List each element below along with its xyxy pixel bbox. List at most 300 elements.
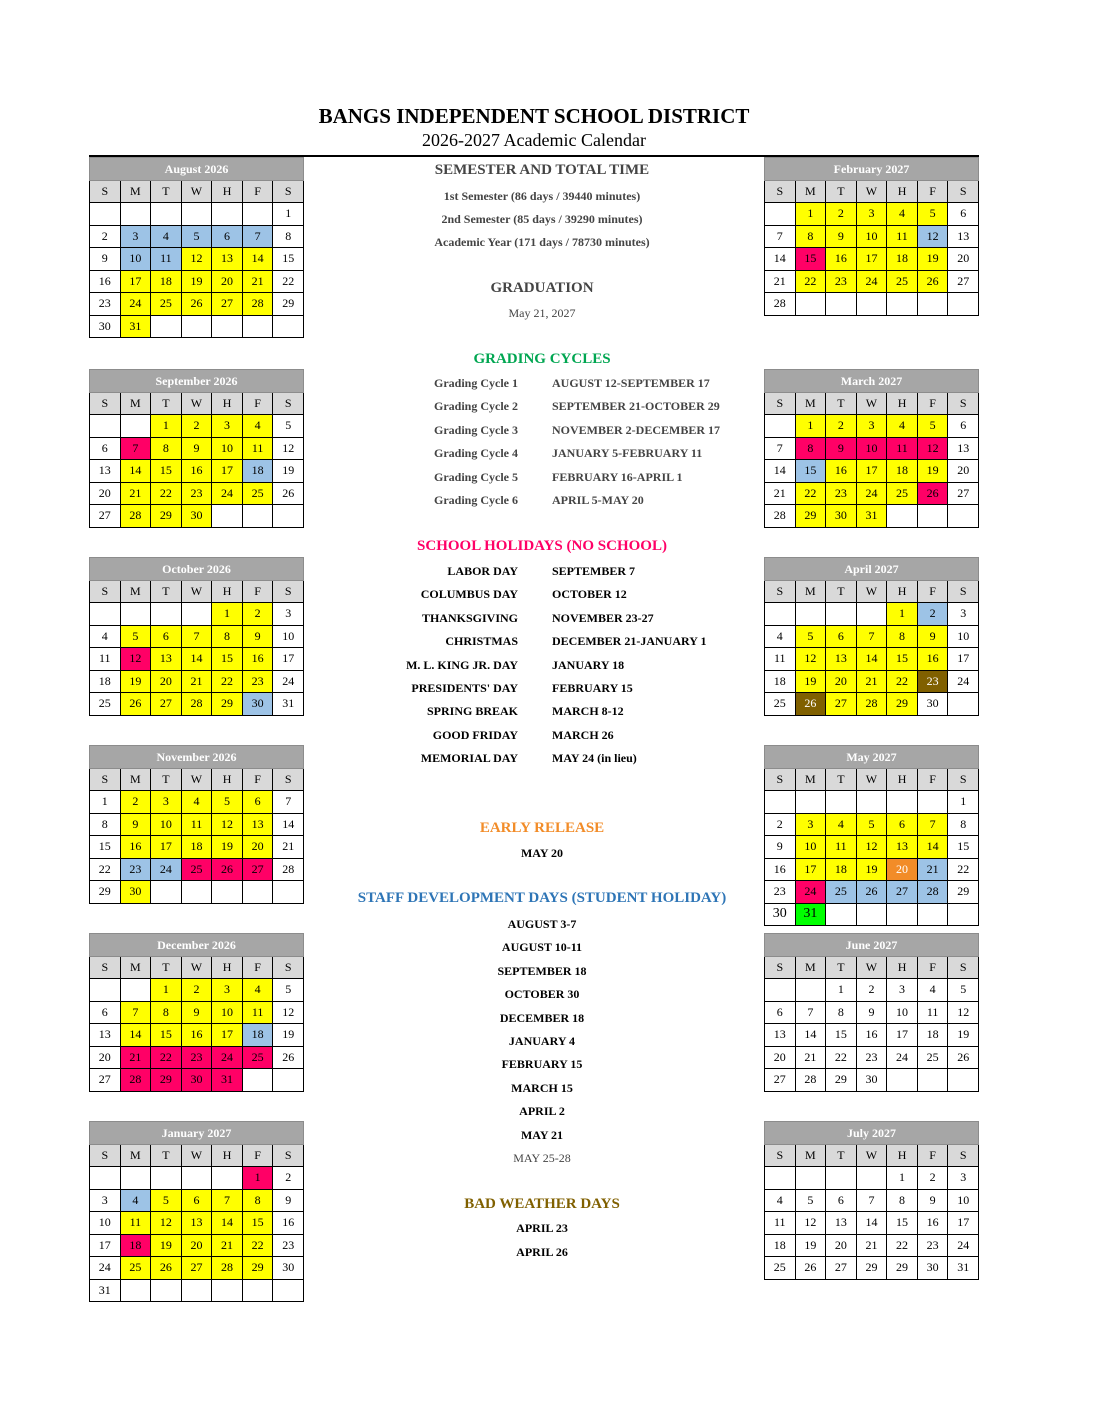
day-cell: 5 [917, 415, 948, 438]
weekday-header: W [181, 581, 212, 603]
day-cell: 10 [948, 1189, 979, 1212]
holidays-heading: SCHOOL HOLIDAYS (NO SCHOOL) [417, 538, 667, 554]
empty-day-cell [212, 315, 243, 338]
day-cell: 26 [181, 293, 212, 316]
day-cell: 6 [765, 1001, 796, 1024]
day-cell: 4 [242, 415, 273, 438]
weekday-header: M [795, 181, 826, 203]
weekday-header: T [151, 769, 182, 791]
empty-day-cell [765, 979, 796, 1002]
day-cell: 23 [273, 1234, 304, 1257]
grading-label: Grading Cycle 4 [434, 446, 518, 461]
week-row [90, 248, 304, 271]
day-cell: 15 [90, 836, 121, 859]
weekday-header: H [887, 957, 918, 979]
empty-day-cell [151, 315, 182, 338]
empty-day-cell [273, 881, 304, 904]
day-cell: 5 [795, 1189, 826, 1212]
day-cell: 19 [917, 248, 948, 271]
staff-date: AUGUST 3-7 [507, 917, 577, 931]
holiday-label: CHRISTMAS [445, 634, 518, 649]
weekday-header: F [242, 581, 273, 603]
week-row [90, 1024, 304, 1047]
day-cell: 23 [856, 1046, 887, 1069]
grading-label: Grading Cycle 1 [434, 376, 518, 390]
weekday-header: T [151, 581, 182, 603]
day-cell: 10 [856, 437, 887, 460]
day-cell: 17 [856, 248, 887, 271]
month-title: August 2026 [90, 158, 304, 181]
day-cell: 1 [887, 603, 918, 626]
week-row [765, 460, 979, 483]
weekday-header: S [765, 181, 796, 203]
grading-label: Grading Cycle 6 [434, 493, 518, 507]
day-cell: 25 [917, 1046, 948, 1069]
week-row [90, 1257, 304, 1280]
weekday-header: W [856, 393, 887, 415]
weekday-header: S [765, 393, 796, 415]
day-cell: 10 [90, 1212, 121, 1235]
day-cell: 29 [151, 505, 182, 528]
day-cell: 24 [948, 1234, 979, 1257]
empty-day-cell [917, 791, 948, 814]
grading-label: Grading Cycle 2 [434, 399, 518, 414]
day-cell: 26 [212, 858, 243, 881]
day-cell: 29 [151, 1069, 182, 1092]
day-cell: 26 [151, 1257, 182, 1280]
empty-day-cell [826, 791, 857, 814]
empty-day-cell [826, 1167, 857, 1190]
grading-dates: SEPTEMBER 21-OCTOBER 29 [552, 399, 720, 414]
empty-day-cell [181, 203, 212, 226]
day-cell: 20 [765, 1046, 796, 1069]
weekday-header: F [917, 769, 948, 791]
day-cell: 1 [795, 415, 826, 438]
day-cell: 19 [948, 1024, 979, 1047]
day-cell: 6 [181, 1189, 212, 1212]
week-row [90, 225, 304, 248]
weekday-header: T [826, 393, 857, 415]
day-cell: 19 [120, 670, 151, 693]
day-cell: 3 [795, 813, 826, 836]
week-row [90, 813, 304, 836]
week-row [765, 203, 979, 226]
weekday-header: H [212, 181, 243, 203]
week-row [90, 1046, 304, 1069]
empty-day-cell [948, 1069, 979, 1092]
day-cell: 13 [90, 460, 121, 483]
day-cell: 5 [917, 203, 948, 226]
day-cell: 9 [917, 1189, 948, 1212]
weekday-header: S [948, 393, 979, 415]
empty-day-cell [90, 1167, 121, 1190]
weekday-header: H [887, 181, 918, 203]
day-cell: 18 [826, 858, 857, 881]
day-cell: 1 [151, 979, 182, 1002]
week-row [765, 648, 979, 671]
day-cell: 27 [948, 482, 979, 505]
day-cell: 22 [826, 1046, 857, 1069]
staff-date: APRIL 2 [519, 1104, 565, 1119]
day-cell: 25 [826, 881, 857, 904]
weekday-header: S [90, 581, 121, 603]
day-cell: 3 [948, 603, 979, 626]
day-cell: 7 [181, 625, 212, 648]
empty-day-cell [856, 293, 887, 316]
weekday-header: T [826, 769, 857, 791]
day-cell: 6 [948, 415, 979, 438]
empty-day-cell [212, 505, 243, 528]
empty-day-cell [212, 1279, 243, 1302]
month-title: July 2027 [765, 1122, 979, 1145]
weekday-header: M [120, 393, 151, 415]
staff-date: MARCH 15 [511, 1080, 573, 1095]
week-row [90, 293, 304, 316]
empty-day-cell [948, 903, 979, 926]
day-cell: 23 [826, 270, 857, 293]
day-cell: 6 [242, 791, 273, 814]
day-cell: 8 [242, 1189, 273, 1212]
empty-day-cell [120, 203, 151, 226]
day-cell: 22 [887, 670, 918, 693]
day-cell: 19 [917, 460, 948, 483]
day-cell: 26 [273, 1046, 304, 1069]
day-cell: 27 [242, 858, 273, 881]
empty-day-cell [826, 603, 857, 626]
empty-day-cell [856, 1167, 887, 1190]
day-cell: 9 [765, 836, 796, 859]
day-cell: 4 [887, 203, 918, 226]
day-cell: 31 [120, 315, 151, 338]
grading-dates: FEBRUARY 16-APRIL 1 [552, 469, 683, 484]
day-cell: 6 [826, 625, 857, 648]
day-cell: 26 [795, 1257, 826, 1280]
day-cell: 15 [887, 648, 918, 671]
day-cell: 30 [90, 315, 121, 338]
day-cell: 14 [120, 1024, 151, 1047]
day-cell: 20 [181, 1234, 212, 1257]
empty-day-cell [242, 505, 273, 528]
day-cell: 13 [826, 648, 857, 671]
day-cell: 2 [181, 979, 212, 1002]
day-cell: 16 [917, 648, 948, 671]
empty-day-cell [917, 1069, 948, 1092]
day-cell: 21 [242, 270, 273, 293]
weekday-header: S [273, 181, 304, 203]
day-cell: 24 [212, 1046, 243, 1069]
day-cell: 25 [242, 1046, 273, 1069]
day-cell: 28 [120, 1069, 151, 1092]
day-cell: 11 [151, 248, 182, 271]
day-cell: 16 [826, 460, 857, 483]
holiday-label: GOOD FRIDAY [432, 727, 518, 742]
day-cell: 9 [273, 1189, 304, 1212]
day-cell: 8 [826, 1001, 857, 1024]
week-row [90, 648, 304, 671]
weekday-header: M [120, 581, 151, 603]
holiday-label: LABOR DAY [447, 564, 518, 578]
day-cell: 22 [887, 1234, 918, 1257]
weekday-header: H [887, 769, 918, 791]
day-cell: 27 [948, 270, 979, 293]
weekday-header: H [212, 957, 243, 979]
week-row [765, 836, 979, 859]
staff-date: JANUARY 4 [508, 1034, 576, 1048]
empty-day-cell [887, 293, 918, 316]
day-cell: 29 [273, 293, 304, 316]
week-row [765, 693, 979, 716]
calendar-august-2026 [89, 157, 304, 338]
week-row [90, 270, 304, 293]
month-title: December 2026 [90, 934, 304, 957]
empty-day-cell [948, 693, 979, 716]
empty-day-cell [212, 203, 243, 226]
day-cell: 31 [273, 693, 304, 716]
week-row [90, 1167, 304, 1190]
day-cell: 26 [795, 693, 826, 716]
empty-day-cell [181, 881, 212, 904]
calendar-december-2026 [89, 933, 304, 1092]
empty-day-cell [887, 1069, 918, 1092]
weekday-header: F [917, 1145, 948, 1167]
holiday-label: MEMORIAL DAY [420, 751, 518, 766]
day-cell: 19 [856, 858, 887, 881]
day-cell: 7 [917, 813, 948, 836]
day-cell: 4 [151, 225, 182, 248]
day-cell: 31 [948, 1257, 979, 1280]
empty-day-cell [795, 603, 826, 626]
day-cell: 15 [795, 248, 826, 271]
day-cell: 5 [120, 625, 151, 648]
day-cell: 4 [917, 979, 948, 1002]
day-cell: 25 [120, 1257, 151, 1280]
day-cell: 9 [90, 248, 121, 271]
staff-date: DECEMBER 18 [499, 1010, 585, 1025]
day-cell: 12 [181, 248, 212, 271]
day-cell: 20 [826, 1234, 857, 1257]
day-cell: 2 [917, 603, 948, 626]
day-cell: 30 [120, 881, 151, 904]
day-cell: 12 [120, 648, 151, 671]
day-cell: 22 [948, 858, 979, 881]
weekday-header: H [212, 581, 243, 603]
empty-day-cell [826, 903, 857, 926]
day-cell: 2 [917, 1167, 948, 1190]
weekday-header: F [917, 957, 948, 979]
day-cell: 30 [273, 1257, 304, 1280]
week-row [90, 505, 304, 528]
empty-day-cell [273, 315, 304, 338]
empty-day-cell [917, 505, 948, 528]
day-cell: 17 [212, 1024, 243, 1047]
empty-day-cell [273, 505, 304, 528]
weekday-header: W [181, 1145, 212, 1167]
day-cell: 16 [273, 1212, 304, 1235]
day-cell: 23 [917, 1234, 948, 1257]
weekday-header: M [795, 769, 826, 791]
holiday-dates: OCTOBER 12 [552, 587, 627, 602]
weekday-header: S [90, 769, 121, 791]
week-row [765, 248, 979, 271]
day-cell: 30 [242, 693, 273, 716]
day-cell: 20 [826, 670, 857, 693]
day-cell: 10 [212, 437, 243, 460]
day-cell: 13 [948, 225, 979, 248]
week-row [90, 1069, 304, 1092]
holiday-label: COLUMBUS DAY [420, 587, 518, 602]
empty-day-cell [948, 293, 979, 316]
day-cell: 10 [887, 1001, 918, 1024]
day-cell: 6 [90, 437, 121, 460]
weekday-header: T [826, 581, 857, 603]
day-cell: 30 [917, 693, 948, 716]
day-cell: 2 [856, 979, 887, 1002]
weekday-header: S [273, 581, 304, 603]
day-cell: 8 [212, 625, 243, 648]
bad-weather-date: APRIL 23 [516, 1221, 568, 1235]
day-cell: 14 [795, 1024, 826, 1047]
weekday-header: H [212, 1145, 243, 1167]
day-cell: 11 [90, 648, 121, 671]
day-cell: 11 [917, 1001, 948, 1024]
day-cell: 31 [856, 505, 887, 528]
day-cell: 19 [151, 1234, 182, 1257]
empty-day-cell [120, 979, 151, 1002]
day-cell: 22 [90, 858, 121, 881]
day-cell: 3 [90, 1189, 121, 1212]
calendar-november-2026 [89, 745, 304, 904]
day-cell: 23 [917, 670, 948, 693]
day-cell: 29 [887, 1257, 918, 1280]
empty-day-cell [120, 603, 151, 626]
day-cell: 25 [765, 1257, 796, 1280]
empty-day-cell [795, 1167, 826, 1190]
calendar-march-2027 [764, 369, 979, 528]
day-cell: 12 [273, 1001, 304, 1024]
day-cell: 8 [795, 225, 826, 248]
day-cell: 28 [120, 505, 151, 528]
day-cell: 7 [856, 1189, 887, 1212]
empty-day-cell [90, 603, 121, 626]
week-row [765, 270, 979, 293]
week-row [90, 1001, 304, 1024]
holiday-label: M. L. KING JR. DAY [406, 657, 518, 672]
day-cell: 15 [151, 1024, 182, 1047]
weekday-header: S [948, 181, 979, 203]
day-cell: 18 [765, 670, 796, 693]
day-cell: 21 [765, 482, 796, 505]
day-cell: 17 [120, 270, 151, 293]
weekday-header: F [242, 1145, 273, 1167]
day-cell: 6 [212, 225, 243, 248]
day-cell: 7 [273, 791, 304, 814]
day-cell: 24 [212, 482, 243, 505]
weekday-header: T [826, 181, 857, 203]
day-cell: 10 [120, 248, 151, 271]
empty-day-cell [765, 203, 796, 226]
month-title: November 2026 [90, 746, 304, 769]
day-cell: 18 [151, 270, 182, 293]
week-row [90, 979, 304, 1002]
day-cell: 18 [765, 1234, 796, 1257]
day-cell: 10 [151, 813, 182, 836]
day-cell: 5 [273, 415, 304, 438]
day-cell: 30 [181, 1069, 212, 1092]
day-cell: 21 [120, 1046, 151, 1069]
empty-day-cell [795, 791, 826, 814]
weekday-header: W [856, 769, 887, 791]
day-cell: 23 [181, 482, 212, 505]
day-cell: 29 [242, 1257, 273, 1280]
day-cell: 10 [212, 1001, 243, 1024]
weekday-header: S [948, 1145, 979, 1167]
day-cell: 23 [181, 1046, 212, 1069]
day-cell: 3 [856, 415, 887, 438]
bad-weather-date: APRIL 26 [516, 1245, 568, 1259]
day-cell: 9 [826, 437, 857, 460]
empty-day-cell [151, 603, 182, 626]
day-cell: 24 [887, 1046, 918, 1069]
day-cell: 1 [90, 791, 121, 814]
day-cell: 31 [212, 1069, 243, 1092]
week-row [765, 791, 979, 814]
day-cell: 22 [795, 270, 826, 293]
day-cell: 17 [948, 648, 979, 671]
empty-day-cell [887, 505, 918, 528]
week-row [90, 881, 304, 904]
day-cell: 1 [212, 603, 243, 626]
day-cell: 15 [273, 248, 304, 271]
day-cell: 6 [151, 625, 182, 648]
day-cell: 16 [826, 248, 857, 271]
week-row [765, 1046, 979, 1069]
day-cell: 29 [212, 693, 243, 716]
day-cell: 11 [887, 225, 918, 248]
weekday-header: W [856, 957, 887, 979]
day-cell: 3 [273, 603, 304, 626]
day-cell: 27 [181, 1257, 212, 1280]
day-cell: 28 [181, 693, 212, 716]
weekday-header: S [90, 393, 121, 415]
weekday-header: S [765, 769, 796, 791]
day-cell: 28 [795, 1069, 826, 1092]
day-cell: 14 [120, 460, 151, 483]
day-cell: 27 [765, 1069, 796, 1092]
day-cell: 30 [765, 903, 796, 926]
day-cell: 7 [120, 1001, 151, 1024]
weekday-header: M [120, 181, 151, 203]
day-cell: 25 [181, 858, 212, 881]
day-cell: 16 [242, 648, 273, 671]
calendar-october-2026 [89, 557, 304, 716]
grading-label: Grading Cycle 5 [434, 469, 518, 484]
day-cell: 24 [795, 881, 826, 904]
empty-day-cell [765, 791, 796, 814]
holiday-dates: SEPTEMBER 7 [552, 564, 636, 578]
day-cell: 2 [120, 791, 151, 814]
empty-day-cell [273, 1279, 304, 1302]
day-cell: 16 [181, 1024, 212, 1047]
day-cell: 28 [917, 881, 948, 904]
calendar-september-2026 [89, 369, 304, 528]
week-row [765, 1234, 979, 1257]
weekday-header: T [151, 957, 182, 979]
day-cell: 21 [181, 670, 212, 693]
holiday-dates: DECEMBER 21-JANUARY 1 [552, 634, 707, 649]
month-title: January 2027 [90, 1122, 304, 1145]
day-cell: 20 [887, 858, 918, 881]
day-cell: 17 [90, 1234, 121, 1257]
